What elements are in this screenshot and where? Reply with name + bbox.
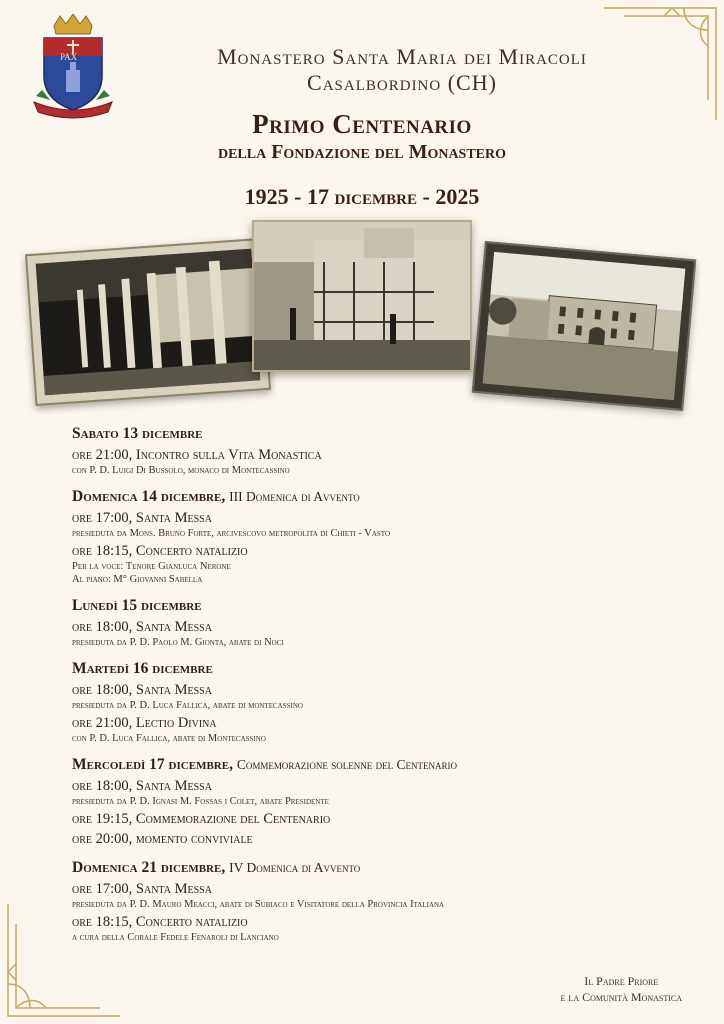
event-detail: presieduta da P. D. Luca Fallica, abate di montecassino xyxy=(72,700,303,711)
day-title xyxy=(72,755,692,775)
day-title xyxy=(72,487,692,507)
program-day xyxy=(72,487,692,586)
event-detail: presieduta da P. D. Paolo M. Gionta, abate di Noci xyxy=(72,637,284,648)
monastery-place: Casalbordino (CH) xyxy=(307,70,497,95)
event-program xyxy=(72,424,692,954)
event-time: ore 21:00, Incontro sulla Vita Monastica xyxy=(72,447,322,463)
event-detail: Per la voce: Tenore Gianluca Nerone xyxy=(72,561,231,572)
program-day xyxy=(72,596,692,649)
program-day xyxy=(72,424,692,477)
event-detail: con P. D. Luigi Di Bussolo, monaco di Montecassino xyxy=(72,465,290,476)
day-title xyxy=(72,659,692,679)
day-title xyxy=(72,596,692,616)
signature-line-1: Il Padre Priore xyxy=(584,974,659,988)
day-date: Martedì 16 dicembre xyxy=(72,660,213,677)
event-detail: a cura della Corale Fedele Fenaroli di Lanciano xyxy=(72,932,279,943)
program-day xyxy=(72,858,692,944)
event-time: ore 17:00, Santa Messa xyxy=(72,510,212,526)
day-date: Mercoledì 17 dicembre, xyxy=(72,756,233,773)
monastery-name: Monastero Santa Maria dei Miracoli xyxy=(217,44,587,69)
day-title xyxy=(72,858,692,878)
event-detail: con P. D. Luca Fallica, abate di Montecassino xyxy=(72,733,266,744)
event-time: ore 18:00, Santa Messa xyxy=(72,682,212,698)
event-detail: presieduta da P. D. Ignasi M. Fossas i Colet, abate Presidente xyxy=(72,796,329,807)
monastery-building-photo xyxy=(472,241,696,411)
page-title: Primo Centenario xyxy=(252,109,472,139)
program-day xyxy=(72,659,692,745)
construction-scaffolding-photo xyxy=(252,220,472,372)
anniversary-dates: 1925 - 17 dicembre - 2025 xyxy=(244,184,480,209)
crest-motto: PAX xyxy=(60,52,78,62)
day-note: Commemorazione solenne del Centenario xyxy=(236,757,457,772)
event-time: ore 20:00, momento conviviale xyxy=(72,831,253,847)
title-block xyxy=(0,108,724,164)
event-time: ore 18:00, Santa Messa xyxy=(72,619,212,635)
program-day xyxy=(72,755,692,848)
day-date: Domenica 21 dicembre, xyxy=(72,859,226,876)
event-detail: Al piano: M° Giovanni Sabella xyxy=(72,574,203,585)
photo-collage xyxy=(0,216,724,426)
signature-line-2: e la Comunità Monastica xyxy=(560,990,682,1004)
signature xyxy=(561,973,682,1005)
page-subtitle: della Fondazione del Monastero xyxy=(217,141,507,163)
header xyxy=(120,44,684,96)
event-time: ore 18:15, Concerto natalizio xyxy=(72,914,248,930)
monastery-coat-of-arms-icon xyxy=(30,14,116,122)
cloister-arcade-photo xyxy=(25,238,271,406)
day-date: Lunedì 15 dicembre xyxy=(72,597,202,614)
event-time: ore 18:15, Concerto natalizio xyxy=(72,543,248,559)
event-time: ore 17:00, Santa Messa xyxy=(72,881,212,897)
day-note: IV Domenica di Avvento xyxy=(229,860,361,875)
event-time: ore 19:15, Commemorazione del Centenario xyxy=(72,811,331,827)
day-date: Sabato 13 dicembre xyxy=(72,425,203,442)
day-title xyxy=(72,424,692,444)
event-detail: presieduta da P. D. Mauro Meacci, abate di Subiaco e Visitatore della Provincia Italiana xyxy=(72,899,445,910)
event-time: ore 18:00, Santa Messa xyxy=(72,778,212,794)
day-date: Domenica 14 dicembre, xyxy=(72,488,226,505)
event-time: ore 21:00, Lectio Divina xyxy=(72,715,217,731)
day-note: III Domenica di Avvento xyxy=(229,489,360,504)
event-detail: presieduta da Mons. Bruno Forte, arcivescovo metropolita di Chieti - Vasto xyxy=(72,528,391,539)
